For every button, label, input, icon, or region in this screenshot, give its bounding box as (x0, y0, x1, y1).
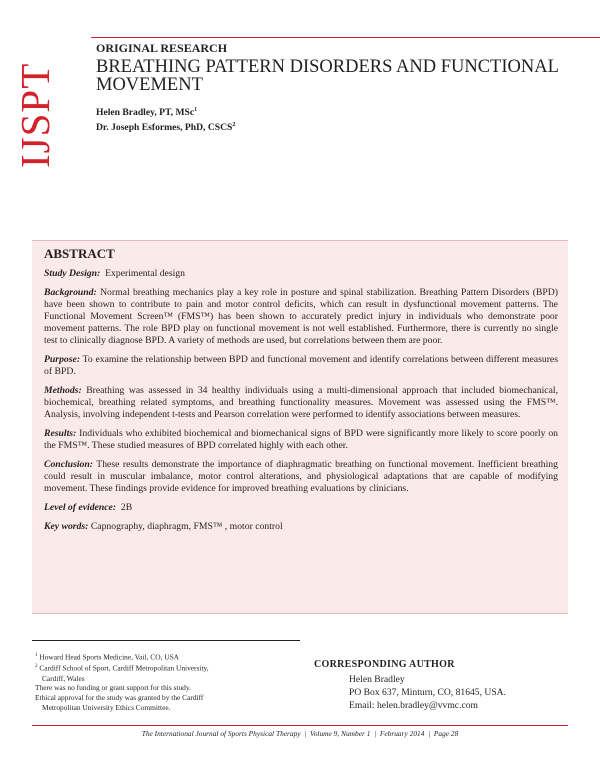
abstract-background (44, 287, 558, 347)
section-label-results: Results: (44, 428, 77, 439)
corresponding-author-details (349, 674, 506, 712)
section-text-key-words: Capnography, diaphragm, FMS™ , motor control (90, 521, 283, 532)
footer-separator: | (374, 729, 377, 738)
footer-separator: | (428, 729, 431, 738)
footer-rule (32, 725, 568, 726)
author-1 (96, 104, 235, 119)
footnote-2-text: Cardiff School of Sport, Cardiff Metropolitan University, (39, 663, 209, 673)
section-label-study-design: Study Design: (44, 268, 101, 279)
footer-separator: | (304, 729, 307, 738)
section-label-background: Background: (44, 287, 97, 298)
footnote-ethics: Ethical approval for the study was granted by the Cardiff (35, 693, 204, 703)
footnote-affiliation-2-cont: Cardiff, Wales (42, 673, 85, 683)
journal-logo (12, 40, 58, 170)
author-list (96, 104, 235, 134)
footer-volume: Volume 9, Number 1 (310, 729, 371, 738)
footnote-funding: There was no funding or grant support for this study. (35, 683, 191, 693)
journal-logo-text: IJSPT (12, 62, 58, 168)
footnote-rule (32, 640, 300, 641)
footnote-1-marker: 1 (35, 653, 38, 658)
section-text-purpose: To examine the relationship between BPD and functional movement and identify correlations between different measures of BPD. (44, 354, 558, 377)
section-label-methods: Methods: (44, 385, 82, 396)
section-text-results: Individuals who exhibited biochemical and biomechanical signs of BPD were significantly more likely to score poorly on the FMS™. These studied measures of BPD correlated highly with each other. (44, 428, 559, 451)
article-title: BREATHING PATTERN DISORDERS AND FUNCTIONAL MOVEMENT (96, 57, 559, 95)
abstract-results (44, 428, 558, 452)
footnote-1-text: Howard Head Sports Medicine, Vail, CO, USA (39, 652, 180, 662)
footnote-ethics-cont: Metropolitan University Ethics Committee. (42, 702, 171, 712)
corresponding-author-address: PO Box 637, Minturn, CO, 81645, USA. (349, 686, 506, 698)
footer-date: February 2014 (379, 729, 425, 738)
abstract-study-design (44, 268, 558, 280)
footnote-2-marker: 2 (35, 664, 38, 670)
author-2-name: Dr. Joseph Esformes, PhD, CSCS (96, 122, 233, 134)
section-label: ORIGINAL RESEARCH (96, 41, 228, 55)
section-label-key-words: Key words: (44, 521, 89, 532)
header-rule (91, 37, 600, 38)
section-text-background: Normal breathing mechanics play a key role in posture and spinal stabilization. Breathing Pattern Disorders (BPD) have been shown to contribute to pain and motor control deficits, which can result in dysfunctional movement patterns. The Functional Movement Screen™ (FMS™) has been shown to accurately predict injury in individuals who demonstrate poor movement patterns. The role BPD play on functional movement is not well established. Furthermore, there is currently no single test to clinically diagnose BPD. A variety of methods are used, but correlations between them are poor. (44, 287, 558, 346)
corresponding-author-name: Helen Bradley (349, 674, 405, 685)
page-footer (32, 729, 568, 738)
author-2-affil: 2 (232, 122, 236, 129)
corresponding-author-heading: CORRESPONDING AUTHOR (314, 659, 455, 670)
section-text-study-design: Experimental design (105, 268, 185, 279)
abstract-purpose (44, 354, 558, 378)
abstract-key-words (44, 521, 558, 533)
footer-page: Page 28 (433, 729, 459, 738)
footer-journal: The International Journal of Sports Physical Therapy (141, 729, 301, 738)
author-1-name: Helen Bradley, PT, MSc (96, 107, 195, 119)
abstract-heading: ABSTRACT (44, 246, 115, 261)
author-2 (96, 119, 235, 134)
footnote-affiliation-2 (35, 662, 305, 673)
author-1-affil: 1 (194, 107, 198, 113)
footnote-affiliation-1 (35, 651, 305, 662)
section-label-purpose: Purpose: (44, 354, 81, 365)
section-label-level-of-evidence: Level of evidence: (44, 502, 117, 513)
abstract-methods (44, 385, 558, 421)
footnotes (35, 651, 305, 713)
abstract-body (44, 268, 558, 540)
abstract-level-of-evidence (44, 502, 558, 514)
section-text-methods: Breathing was assessed in 34 healthy individuals using a multi-dimensional approach that included biomechanical, biochemical, breathing related symptoms, and breathing functionality measures. Movement was assessed using the FMS™. Analysis, involving independent t-tests and Pearson correlation were performed to identify associations between measures. (44, 385, 559, 420)
section-text-conclusion: These results demonstrate the importance of diaphragmatic breathing on functional movement. Inefficient breathing could result in muscular imbalance, motor control alterations, and physiological adaptations that are capable of modifying movement. These findings provide evidence for improved breathing evaluations by clinicians. (44, 459, 558, 494)
abstract-conclusion (44, 459, 558, 495)
corresponding-author-email[interactable]: Email: helen.bradley@vvmc.com (349, 699, 478, 711)
section-text-level-of-evidence: 2B (120, 502, 133, 513)
section-label-conclusion: Conclusion: (44, 459, 93, 470)
